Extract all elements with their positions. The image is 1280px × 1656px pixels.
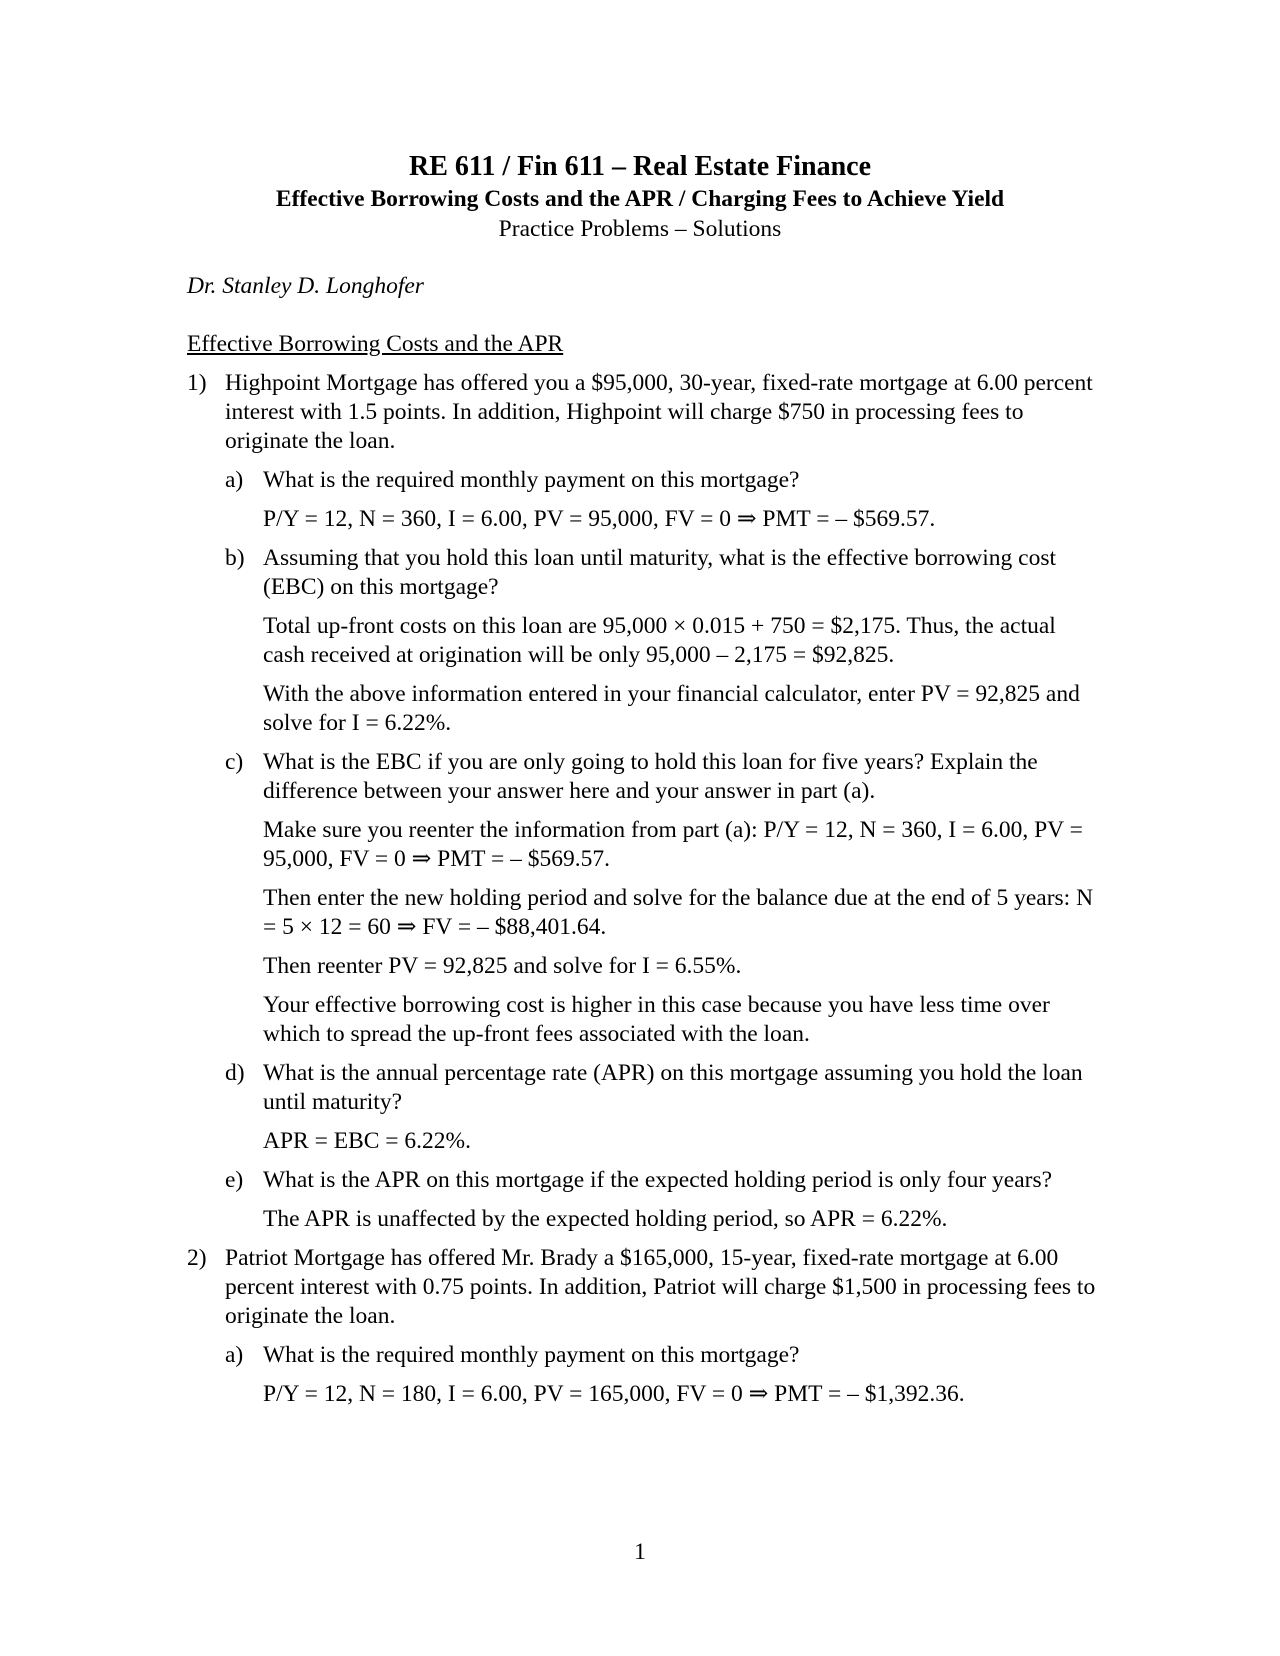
part-question: What is the required monthly payment on this mortgage? <box>263 467 800 493</box>
part-answer: Then reenter PV = 92,825 and solve for I = 6.55%. <box>263 953 742 979</box>
part-answer: P/Y = 12, N = 180, I = 6.00, PV = 165,000, FV = 0 ⇒ PMT = – $1,392.36. <box>263 1381 965 1407</box>
page-number: 1 <box>634 1539 646 1565</box>
problem-text: Highpoint Mortgage has offered you a $95,000, 30-year, fixed-rate mortgage at 6.00 percent interest with 1.5 points. In addition, Highpoint will charge $750 in processing fees to originate the loan. <box>225 370 1093 454</box>
problem-2-part-a <box>225 1341 1097 1370</box>
part-answer: With the above information entered in your financial calculator, enter PV = 92,825 and solve for I = 6.22%. <box>263 681 1080 736</box>
document-subsubtitle: Practice Problems – Solutions <box>498 216 782 242</box>
part-answer: Your effective borrowing cost is higher in this case because you have less time over which to spread the up-front fees associated with the loan. <box>263 992 1050 1047</box>
part-question: What is the APR on this mortgage if the expected holding period is only four years? <box>263 1167 1053 1193</box>
document-body <box>187 330 1097 1419</box>
problem-1-part-a <box>225 466 1097 495</box>
problem-1-part-e <box>225 1166 1097 1195</box>
part-answer: P/Y = 12, N = 360, I = 6.00, PV = 95,000, FV = 0 ⇒ PMT = – $569.57. <box>263 506 936 532</box>
problem-1-parts <box>187 466 1097 1234</box>
part-answer: Total up-front costs on this loan are 95,000 × 0.015 + 750 = $2,175. Thus, the actual cash received at origination will be only 95,000 – 2,175 = $92,825. <box>263 613 1056 668</box>
part-letter: c) <box>225 749 244 775</box>
part-answer: APR = EBC = 6.22%. <box>263 1128 472 1154</box>
part-letter: b) <box>225 545 245 571</box>
problem-number: 1) <box>187 370 207 396</box>
part-question: Assuming that you hold this loan until maturity, what is the effective borrowing cost (EBC) on this mortgage? <box>263 545 1057 600</box>
document-header <box>0 150 1280 244</box>
part-answer: The APR is unaffected by the expected holding period, so APR = 6.22%. <box>263 1206 948 1232</box>
part-question: What is the annual percentage rate (APR) on this mortgage assuming you hold the loan until maturity? <box>263 1060 1083 1115</box>
part-question: What is the EBC if you are only going to hold this loan for five years? Explain the difference between your answer here and your answer in part (a). <box>263 749 1038 804</box>
problem-number: 2) <box>187 1245 207 1271</box>
document-title: RE 611 / Fin 611 – Real Estate Finance <box>409 151 871 182</box>
part-answer: Then enter the new holding period and solve for the balance due at the end of 5 years: N = 5 × 12 = 60 ⇒ FV = – $88,401.64. <box>263 885 1094 940</box>
problem-2 <box>187 1244 1097 1331</box>
part-letter: a) <box>225 1342 244 1368</box>
part-letter: d) <box>225 1060 245 1086</box>
problem-1 <box>187 369 1097 456</box>
part-question: What is the required monthly payment on this mortgage? <box>263 1342 800 1368</box>
problem-1-part-b <box>225 544 1097 602</box>
author-name: Dr. Stanley D. Longhofer <box>187 273 424 299</box>
part-letter: e) <box>225 1167 244 1193</box>
document-subtitle: Effective Borrowing Costs and the APR / Charging Fees to Achieve Yield <box>275 186 1005 212</box>
problem-text: Patriot Mortgage has offered Mr. Brady a $165,000, 15-year, fixed-rate mortgage at 6.00 percent interest with 0.75 points. In addition, Patriot will charge $1,500 in processing fees to originate the loan. <box>225 1245 1096 1329</box>
section-heading: Effective Borrowing Costs and the APR <box>187 331 564 357</box>
problem-1-part-c <box>225 748 1097 806</box>
problem-1-part-d <box>225 1059 1097 1117</box>
part-letter: a) <box>225 467 244 493</box>
problem-2-parts <box>187 1341 1097 1409</box>
part-answer: Make sure you reenter the information from part (a): P/Y = 12, N = 360, I = 6.00, PV = 95,000, FV = 0 ⇒ PMT = – $569.57. <box>263 817 1083 872</box>
